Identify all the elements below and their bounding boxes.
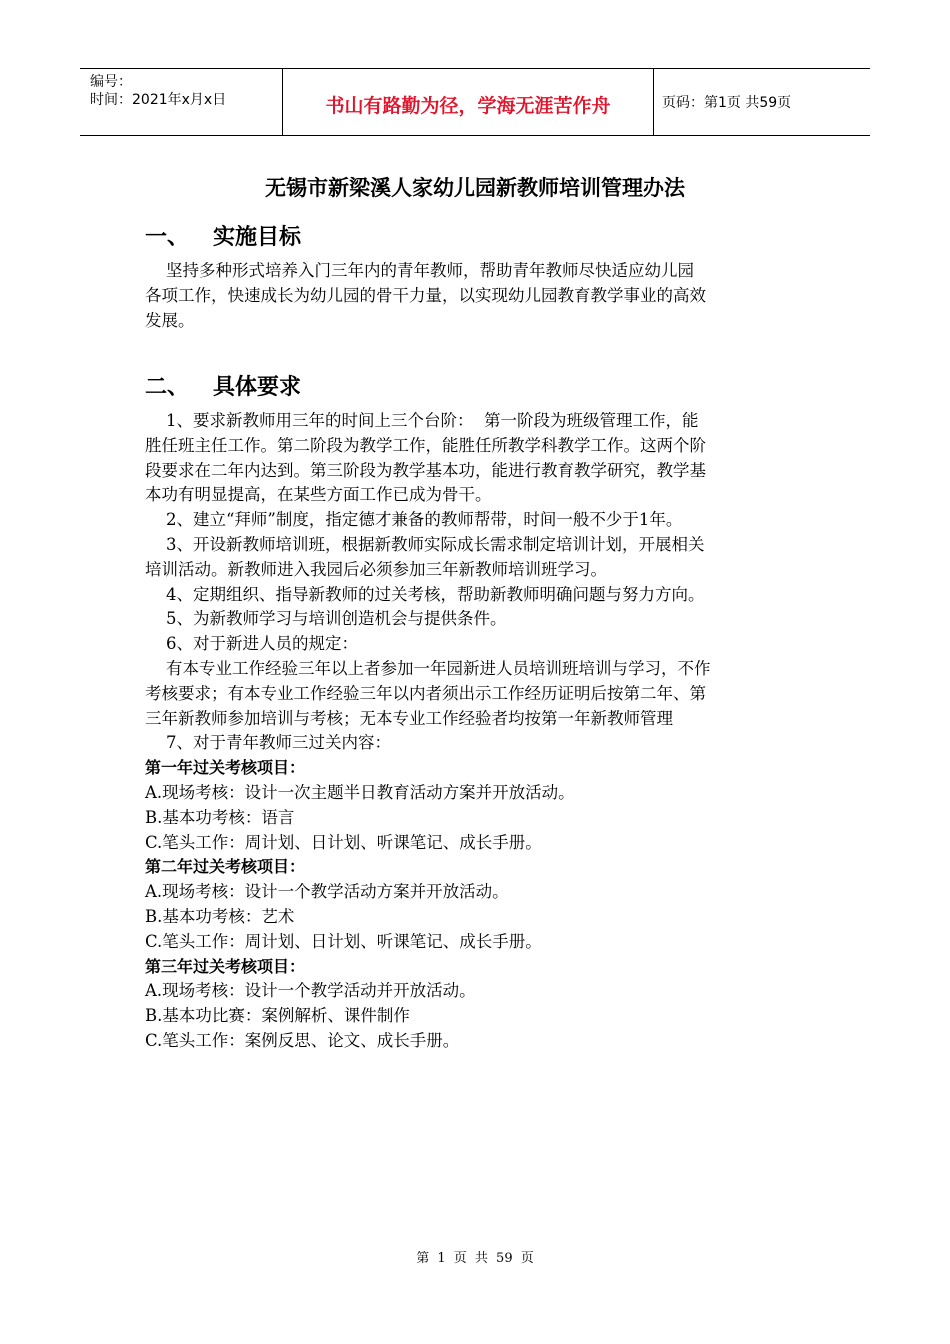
section-2-body [145, 409, 815, 1054]
header-motto: 书山有路勤为径，学海无涯苦作舟 [282, 69, 654, 135]
paragraph-line: 6、对于新进人员的规定： [145, 634, 358, 654]
paragraph-line: 考核要求；有本专业工作经验三年以内者须出示工作经历证明后按第二年、第 [145, 683, 706, 703]
year-3-heading: 第三年过关考核项目： [145, 956, 306, 976]
paragraph-line: 7、对于青年教师三过关内容： [145, 733, 391, 753]
assessment-item: B.基本功考核：艺术 [145, 906, 295, 926]
paragraph-line: 胜任班主任工作。第二阶段为教学工作，能胜任所教学科教学工作。这两个阶 [145, 435, 706, 455]
section-2-title: 具体要求 [213, 375, 302, 400]
paragraph-line: 有本专业工作经验三年以上者参加一年园新进人员培训班培训与学习，不作 [145, 658, 711, 678]
paragraph-line: 坚持多种形式培养入门三年内的青年教师，帮助青年教师尽快适应幼儿园 [145, 261, 694, 280]
section-1-title: 实施目标 [213, 225, 302, 250]
assessment-item: C.笔头工作：周计划、日计划、听课笔记、成长手册。 [145, 832, 542, 852]
paragraph-line: 1、要求新教师用三年的时间上三个台阶： 第一阶段为班级管理工作，能 [145, 411, 699, 430]
assessment-item: B.基本功考核：语言 [145, 807, 295, 827]
assessment-item: C.笔头工作：周计划、日计划、听课笔记、成长手册。 [145, 931, 542, 951]
header-meta [80, 69, 282, 135]
section-1-heading [145, 220, 301, 251]
assessment-item: C.笔头工作：案例反思、论文、成长手册。 [145, 1030, 460, 1050]
document-header [80, 68, 870, 136]
year-2-heading: 第二年过关考核项目： [145, 857, 306, 877]
section-2-heading [145, 370, 301, 401]
paragraph-line: 三年新教师参加培训与考核；无本专业工作经验者均按第一年新教师管理 [145, 708, 673, 728]
number-label: 编号： [90, 74, 132, 90]
paragraph-line: 3、开设新教师培训班，根据新教师实际成长需求制定培训计划，开展相关 [145, 534, 705, 554]
assessment-item: B.基本功比赛：案例解析、课件制作 [145, 1006, 410, 1026]
section-1-number: 一、 [145, 225, 190, 250]
paragraph-line: 段要求在二年内达到。第三阶段为教学基本功，能进行教育教学研究，教学基 [145, 460, 706, 480]
paragraph-line: 5、为新教师学习与培训创造机会与提供条件。 [145, 609, 507, 629]
header-page-info: 页码：第1页 共59页 [662, 95, 792, 111]
year-1-heading: 第一年过关考核项目： [145, 758, 306, 778]
section-1-body [145, 259, 815, 333]
paragraph-line: 本功有明显提高，在某些方面工作已成为骨干。 [145, 485, 492, 505]
date-label: 时间：2021年x月x日 [90, 92, 227, 108]
paragraph-line: 各项工作，快速成长为幼儿园的骨干力量，以实现幼儿园教育教学事业的高效 [145, 285, 706, 305]
section-2-number: 二、 [145, 375, 190, 400]
assessment-item: A.现场考核：设计一次主题半日教育活动方案并开放活动。 [145, 782, 575, 802]
document-title: 无锡市新梁溪人家幼儿园新教师培训管理办法 [265, 176, 685, 200]
page-footer: 第 1 页 共 59 页 [416, 1251, 534, 1266]
paragraph-line: 4、定期组织、指导新教师的过关考核，帮助新教师明确问题与努力方向。 [145, 584, 705, 604]
assessment-item: A.现场考核：设计一个教学活动方案并开放活动。 [145, 882, 509, 902]
assessment-item: A.现场考核：设计一个教学活动并开放活动。 [145, 981, 476, 1001]
paragraph-line: 培训活动。新教师进入我园后必须参加三年新教师培训班学习。 [145, 559, 607, 579]
paragraph-line: 2、建立“拜师”制度，指定德才兼备的教师帮带，时间一般不少于1年。 [145, 510, 683, 530]
paragraph-line: 发展。 [145, 310, 195, 330]
